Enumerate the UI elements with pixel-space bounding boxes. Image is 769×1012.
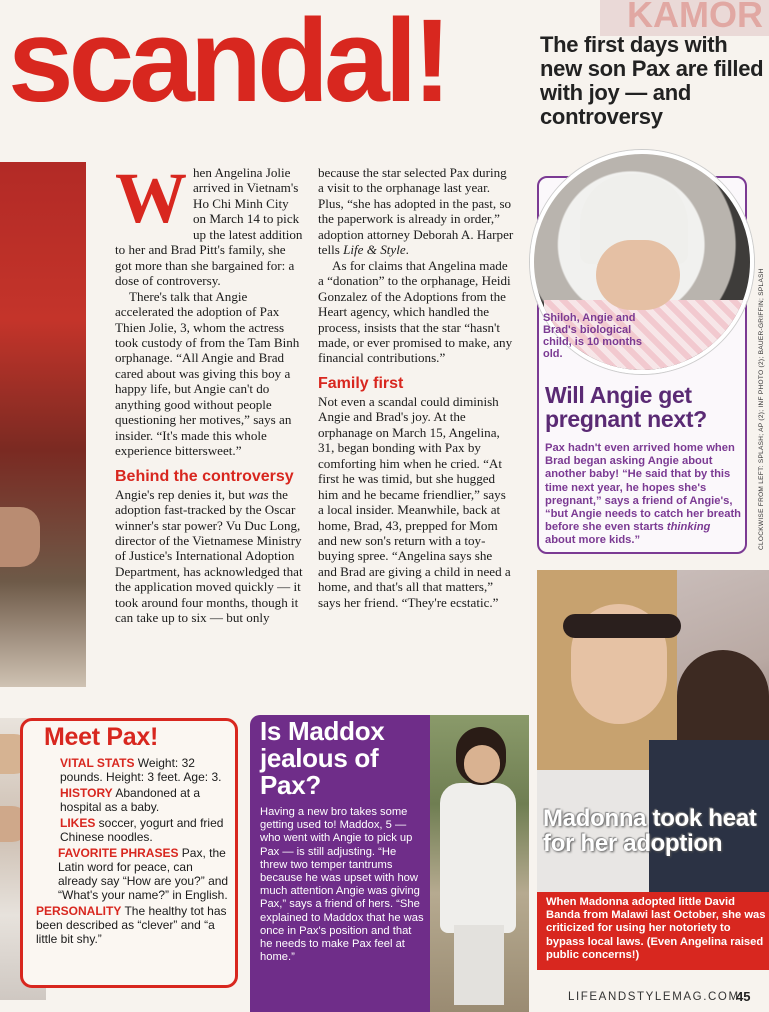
maddox-title: Is Maddox jealous of Pax?	[260, 716, 385, 800]
photo-detail	[440, 783, 516, 933]
fact-text: soccer, yogurt and fried Chinese noodles.	[60, 816, 224, 844]
photo-credit	[758, 268, 768, 550]
fact-row	[40, 816, 232, 844]
article-paragraph: Not even a scandal could diminish Angie and Brad's joy. At the orphanage on March 15, Angelina, 31, began bonding with Pax by comforting him when he cried. “At first he was timid, but she hugged him and he became friendlier,” says a local insider. Meanwhile, back at home, Brad, 43, prepped for Mom and new son's return with a toy-buying spree. “Angelina says she and Brad are giving a child in need a home, and that's all that matters,” says her friend. “They're ecstatic.”	[318, 393, 511, 610]
photo-credit-text: CLOCKWISE FROM LEFT: SPLASH; AP (2); INF PHOTO (2); BAUER-GRIFFIN; SPLASH	[758, 268, 765, 550]
fact-text: Abandoned at a hospital as a baby.	[60, 786, 201, 814]
page-number: 45	[736, 989, 751, 1004]
fact-label: LIKES	[60, 816, 96, 830]
article-paragraph: There's talk that Angie accelerated the adoption of Pax Thien Jolie, 3, whom the actress took custody of from the Tam Binh orphanage. “All Angie and Brad cared about was giving this boy a happy life, but Angie can't do anything good without people questioning her motives,” says an insider. “It's made this whole experience bittersweet.”	[115, 288, 300, 459]
fact-row	[40, 846, 232, 902]
fact-text: Weight: 32 pounds. Height: 3 feet. Age: 3.	[60, 756, 222, 784]
angelina-photo	[0, 162, 86, 687]
shiloh-caption: Shiloh, Angie and Brad's biological child, is 10 months old.	[543, 312, 643, 360]
deck-subtitle: The first days with new son Pax are filled with joy — and controversy	[540, 32, 764, 129]
maddox-body: Having a new bro takes some getting used to! Maddox, 5 — who went with Angie to pick up Pax — is still adjusting. “He threw two temper tantrums because he was upset with how much attention Angie was giving Pax,” says a friend of hers. “She explained to Maddox that he was once in Pax's position and that he needs to make Pax feel at home.”	[260, 806, 424, 964]
fact-text: The healthy tot has been described as “clever” and “a little bit shy.”	[36, 904, 227, 946]
text-run: because the star selected Pax during a visit to the orphanage last year. Plus, “she has adopted in the past, so the paperwork is already in order,” adoption attorney Deborah A. Harper tells	[318, 165, 514, 258]
pregnant-title: Will Angie get pregnant next?	[545, 382, 707, 432]
fact-label: PERSONALITY	[36, 904, 122, 918]
article-paragraph	[115, 487, 305, 626]
photo-detail	[464, 745, 500, 783]
page-headline: scandal!	[8, 0, 447, 127]
photo-detail	[454, 925, 504, 1005]
fact-text: Pax, the Latin word for peace, can already say “How are you?” and “What's your name?” in English.	[58, 846, 229, 902]
article-column-2	[318, 165, 514, 610]
pregnant-body	[545, 442, 743, 548]
article-column-1	[115, 158, 305, 626]
subhead-controversy: Behind the controversy	[115, 467, 294, 485]
photo-detail	[0, 507, 40, 567]
ghost-headline	[600, 0, 769, 36]
meet-pax-facts	[36, 756, 232, 948]
article-paragraph	[115, 158, 305, 289]
fact-label: HISTORY	[60, 786, 113, 800]
footer-site-url[interactable]: LIFEANDSTYLEMAG.COM	[568, 991, 740, 1003]
fact-row	[36, 904, 232, 946]
emphasis-text: thinking	[666, 521, 711, 534]
fact-label: FAVORITE PHRASES	[58, 846, 179, 860]
fact-label: VITAL STATS	[60, 756, 135, 770]
text-run: Pax hadn't even arrived home when Brad began asking Angie about another baby! “He said that by this time next year, he hopes she's pregnant,” says a friend of Angie's, “but Angie needs to catch her breath before she even starts	[545, 442, 742, 534]
article-paragraph: As for claims that Angelina made a “donation” to the orphanage, Heidi Gonzalez of the Adoptions from the Heart agency, which handled the process, insists that the star “hasn't made, or ever promised to make, any financial contributions.”	[318, 257, 513, 366]
text-run: the adoption fast-tracked by the Oscar winner's star power? Vu Duc Long, director of the Vietnamese Ministry of Justice's International Adoption Department, has acknowledged that the application moved quickly — it took around four months, though it can take up to six — but only	[115, 486, 303, 626]
madonna-body: When Madonna adopted little David Banda from Malawi last October, she was criticized for using her notoriety to bypass local laws. (Even Angelina raised public concerns!)	[546, 896, 766, 961]
article-paragraph	[318, 165, 514, 258]
ghost-headline-text: KAMOR	[627, 0, 763, 35]
photo-detail	[563, 614, 681, 638]
article-intro-text: hen Angelina Jolie arrived in Vietnam's Ho Chi Minh City on March 14 to pick up the latest addition to her and Brad Pitt's family, she got more than she bargained for: a dose of controversy.	[115, 165, 303, 289]
maddox-photo	[430, 715, 529, 1012]
fact-row	[40, 786, 232, 814]
madonna-photo	[537, 570, 769, 915]
text-run: about more kids.”	[545, 534, 641, 547]
text-run: .	[405, 242, 409, 258]
meet-pax-title: Meet Pax!	[44, 723, 159, 751]
magazine-name: Life & Style	[343, 242, 406, 258]
subhead-family-first: Family first	[318, 374, 404, 392]
madonna-title: Madonna took heat for her adoption	[543, 805, 757, 857]
text-run: Angie's rep denies it, but	[115, 486, 249, 502]
emphasis-text: was	[248, 486, 269, 502]
dropcap: W	[115, 158, 187, 238]
fact-row	[40, 756, 232, 784]
photo-detail	[596, 240, 680, 310]
